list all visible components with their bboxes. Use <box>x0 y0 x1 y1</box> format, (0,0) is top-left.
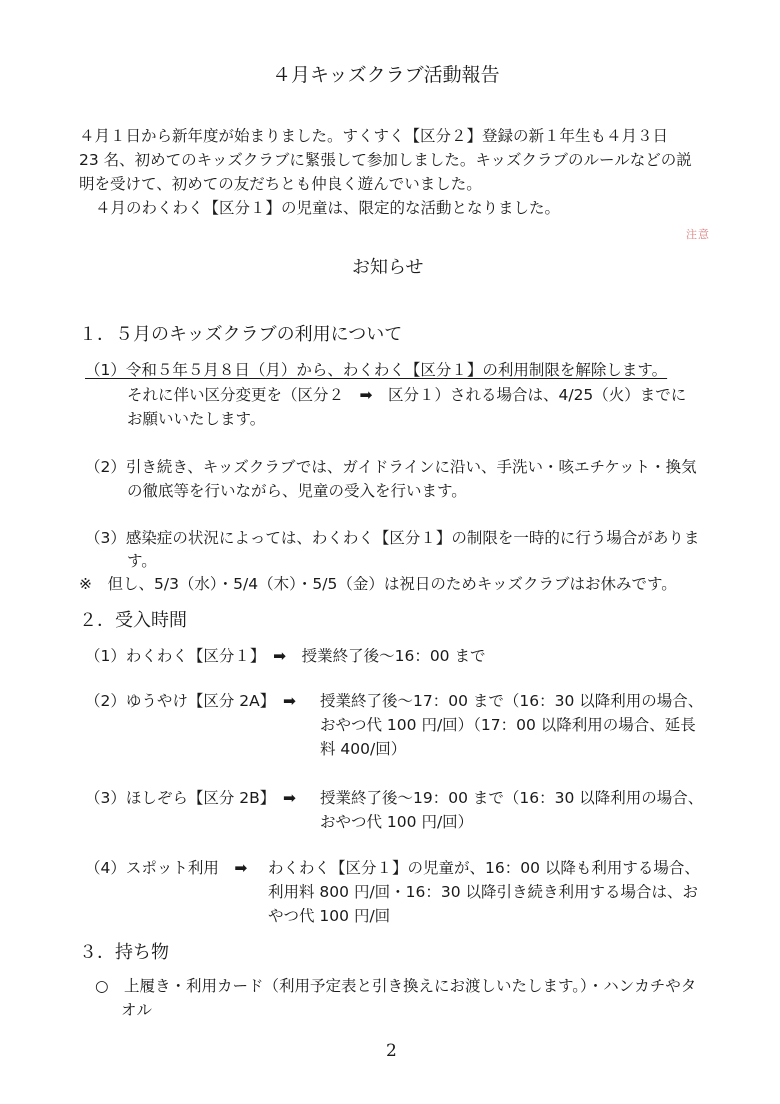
s2-item-2-line-3: 料 400/回） <box>320 740 407 758</box>
s1-item-3-line-1: （3）感染症の状況によっては、わくわく【区分１】の制限を一時的に行う場合がありま <box>85 529 700 547</box>
s1-item-1-line-2: それに伴い区分変更を（区分２ ➡ 区分１）される場合は、4/25（火）までに <box>127 386 687 404</box>
s3-line-2: オル <box>121 1001 153 1019</box>
report-line-4: ４月のわくわく【区分１】の児童は、限定的な活動となりました。 <box>95 199 561 217</box>
s2-item-3-line-2: おやつ代 100 円/回） <box>320 813 474 831</box>
report-title: ４月キッズクラブ活動報告 <box>272 64 500 86</box>
s2-item-4-line-2: 利用料 800 円/回・16：30 以降引き続き利用する場合は、お <box>268 883 699 901</box>
report-line-1: ４月１日から新年度が始まりました。すくすく【区分２】登録の新１年生も４月３日 <box>79 127 669 145</box>
notice-title: お知らせ <box>352 257 424 278</box>
s2-item-2-line-1: 授業終了後～17：00 まで（16：30 以降利用の場合、 <box>320 692 704 710</box>
s1-item-3-line-2: す。 <box>127 552 157 570</box>
section-1-heading: １．５月のキッズクラブの利用について <box>79 324 403 345</box>
s2-item-4-line-1: わくわく【区分１】の児童が、16：00 以降も利用する場合、 <box>268 859 700 877</box>
s2-item-3-label: （3）ほしぞら【区分 2B】 ➡ <box>85 789 297 807</box>
s2-item-2-label: （2）ゆうやけ【区分 2A】 ➡ <box>85 692 296 710</box>
faint-stamp-mark: 注意 <box>686 228 710 241</box>
report-line-2: 23 名、初めてのキッズクラブに緊張して参加しました。キッズクラブのルールなどの説 <box>79 151 692 169</box>
s1-note: ※ 但し、5/3（水）・5/4（木）・5/5（金）は祝日のためキッズクラブはお休みです。 <box>79 575 677 593</box>
s2-item-4-line-3: やつ代 100 円/回 <box>268 907 391 925</box>
s2-item-2-line-2: おやつ代 100 円/回）（17：00 以降利用の場合、延長 <box>320 716 696 734</box>
s1-item-2-line-2: の徹底等を行いながら、児童の受入を行います。 <box>127 482 467 500</box>
s2-item-4-label: （4）スポット利用 ➡ <box>85 859 248 877</box>
s1-item-1-line-3: お願いいたします。 <box>127 410 266 428</box>
page-number: 2 <box>386 1041 397 1061</box>
s1-item-1-line-1: （1）令和５年５月８日（月）から、わくわく【区分１】の利用制限を解除します。 <box>85 361 668 379</box>
s3-line-1: ○ 上履き・利用カード（利用予定表と引き換えにお渡しいたします。）・ハンカチやタ <box>95 977 697 995</box>
s2-item-1: （1）わくわく【区分１】 ➡ 授業終了後～16：00 まで <box>85 647 486 665</box>
s2-item-3-line-1: 授業終了後～19：00 まで（16：30 以降利用の場合、 <box>320 789 704 807</box>
section-3-heading: ３．持ち物 <box>79 942 169 963</box>
s1-item-2-line-1: （2）引き続き、キッズクラブでは、ガイドラインに沿い、手洗い・咳エチケット・換気 <box>85 458 697 476</box>
report-line-3: 明を受けて、初めての友だちとも仲良く遊んでいました。 <box>79 175 482 193</box>
section-2-heading: ２．受入時間 <box>79 610 187 631</box>
